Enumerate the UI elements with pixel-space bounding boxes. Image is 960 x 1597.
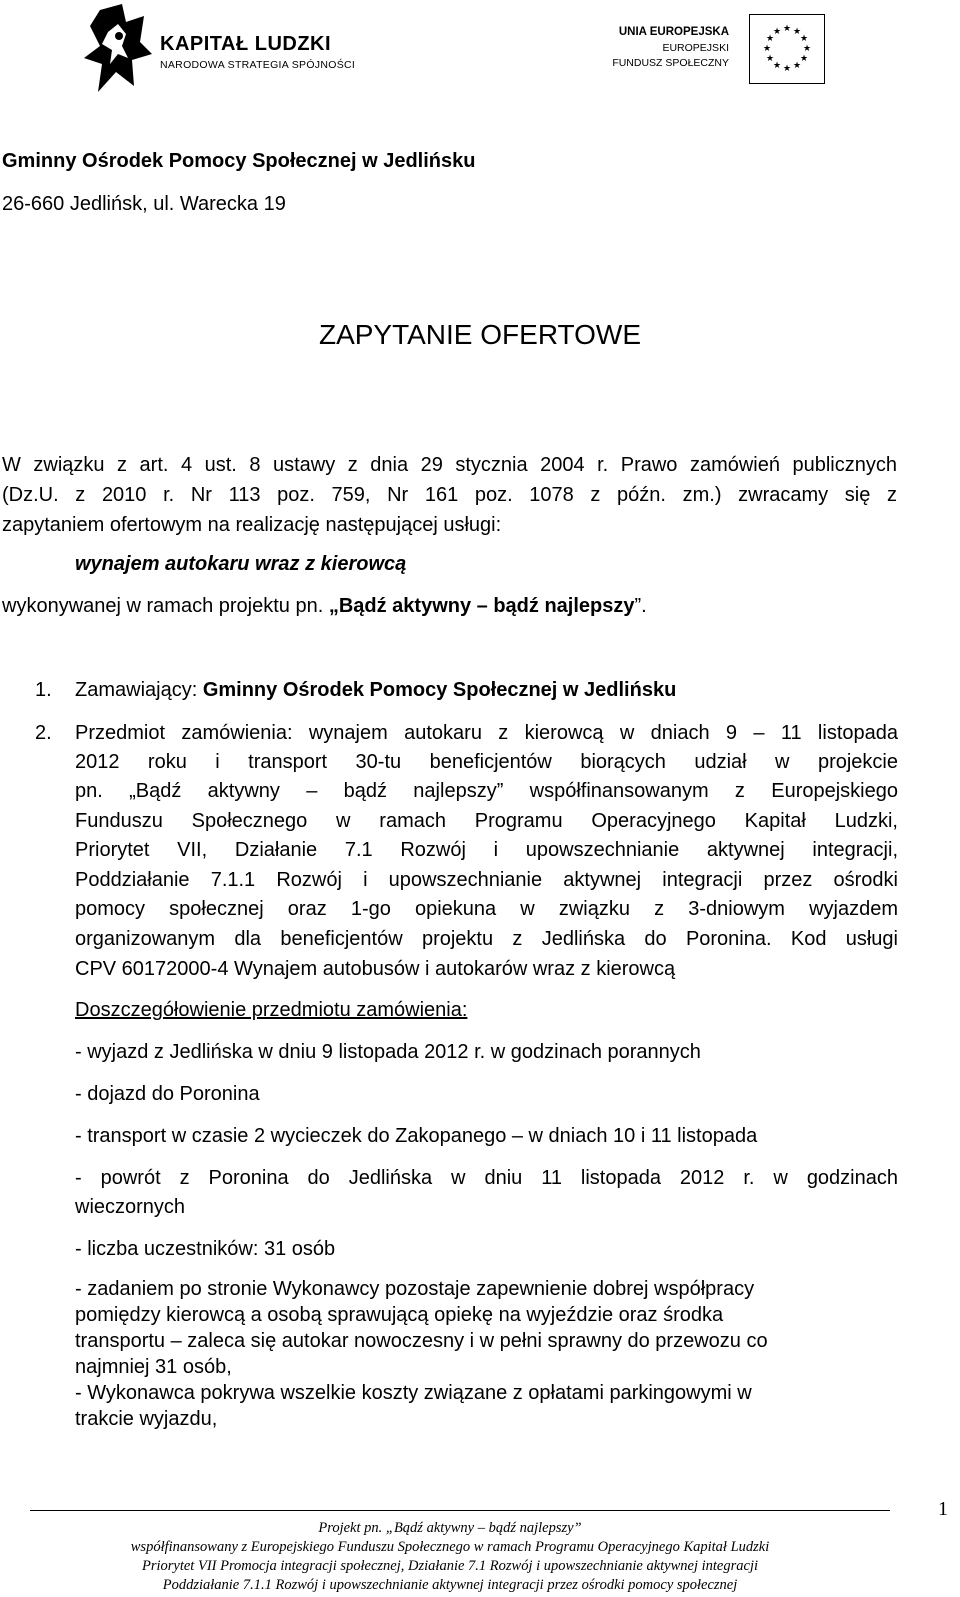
detail-6d: najmniej 31 osób,	[75, 1356, 232, 1378]
detail-6a: - zadaniem po stronie Wykonawcy pozostaje zapewnienie dobrej współpracy	[75, 1278, 755, 1300]
detail-6b: pomiędzy kierowcą a osobą sprawującą opiekę na wyjeździe oraz środka	[75, 1304, 724, 1326]
page-number: 1	[938, 1498, 948, 1520]
item2-line-6: Poddziałanie 7.1.1 Rozwój i upowszechnianie aktywnej integracji przez ośrodki	[75, 869, 898, 891]
item2-line-8: organizowanym dla beneficjentów projektu z Jedlińska do Poronina. Kod usługi	[75, 928, 898, 950]
eu-logo-line2: EUROPEJSKI	[662, 42, 729, 54]
kapital-ludzki-logo	[82, 2, 357, 94]
detail-5: - liczba uczestników: 31 osób	[75, 1238, 336, 1260]
item1-text	[75, 675, 676, 705]
kapital-ludzki-subtitle: NARODOWA STRATEGIA SPÓJNOŚCI	[160, 59, 356, 71]
eu-logo	[610, 14, 825, 80]
eu-flag-icon	[749, 14, 825, 84]
svg-text:★: ★	[762, 44, 772, 54]
detail-3: - transport w czasie 2 wycieczek do Zakopanego – w dniach 10 i 11 listopada	[75, 1125, 758, 1147]
org-name: Gminny Ośrodek Pomocy Społecznej w Jedlińsku	[2, 150, 476, 172]
intro-line-3: zapytaniem ofertowym na realizację następującej usługi:	[2, 514, 502, 536]
details-heading: Doszczegółowienie przedmiotu zamówienia:	[75, 999, 468, 1021]
svg-text:★: ★	[802, 44, 812, 54]
svg-text:★: ★	[792, 61, 802, 71]
item2-line-3: pn. „Bądź aktywny – bądź najlepszy” współfinansowanym z Europejskiego	[75, 780, 898, 802]
intro-line-1: W związku z art. 4 ust. 8 ustawy z dnia 29 stycznia 2004 r. Prawo zamówień publicznych	[2, 454, 897, 476]
item2-line-1: Przedmiot zamówienia: wynajem autokaru z kierowcą w dniach 9 – 11 listopada	[75, 722, 898, 744]
org-address: 26-660 Jedlińsk, ul. Warecka 19	[2, 193, 286, 215]
footer-line-4: Poddziałanie 7.1.1 Rozwój i upowszechnianie aktywnej integracji przez ośrodki pomocy społecznej	[162, 1577, 738, 1593]
item2-line-5: Priorytet VII, Działanie 7.1 Rozwój i upowszechnianie aktywnej integracji,	[75, 839, 898, 861]
svg-text:★: ★	[782, 24, 792, 34]
item2-line-2: 2012 roku i transport 30-tu beneficjentów biorących udział w projekcie	[75, 751, 898, 773]
svg-text:★: ★	[792, 27, 802, 37]
project-prefix: wykonywanej w ramach projektu pn.	[2, 595, 329, 617]
detail-4b: wieczornych	[75, 1196, 186, 1218]
svg-text:★: ★	[782, 64, 792, 74]
item2-number: 2.	[35, 722, 52, 744]
document-title: ZAPYTANIE OFERTOWE	[318, 319, 642, 350]
detail-1: - wyjazd z Jedlińska w dniu 9 listopada 2012 r. w godzinach porannych	[75, 1041, 701, 1063]
item2-line-7: pomocy społecznej oraz 1-go opiekuna w związku z 3-dniowym wyjazdem	[75, 898, 898, 920]
footer-line-1: Projekt pn. „Bądź aktywny – bądź najlepszy”	[318, 1520, 582, 1536]
detail-7b: trakcie wyjazdu,	[75, 1408, 218, 1430]
eu-logo-line1: UNIA EUROPEJSKA	[618, 26, 729, 38]
item1-value: Gminny Ośrodek Pomocy Społecznej w Jedlińsku	[202, 679, 677, 701]
service-name: wynajem autokaru wraz z kierowcą	[75, 553, 407, 575]
project-name: „Bądź aktywny – bądź najlepszy	[328, 595, 635, 617]
detail-6c: transportu – zaleca się autokar nowoczesny i w pełni sprawny do przewozu co	[75, 1330, 768, 1352]
svg-text:★: ★	[772, 27, 782, 37]
kapital-ludzki-title: KAPITAŁ LUDZKI	[160, 33, 332, 55]
svg-text:★: ★	[765, 34, 775, 44]
svg-text:★: ★	[799, 54, 809, 64]
project-suffix: ”.	[634, 595, 647, 617]
item2-line-9: CPV 60172000-4 Wynajem autobusów i autokarów wraz z kierowcą	[75, 958, 676, 980]
item2-line-4: Funduszu Społecznego w ramach Programu Operacyjnego Kapitał Ludzki,	[75, 810, 898, 832]
item1-label: Zamawiający:	[75, 679, 203, 701]
eu-logo-line3: FUNDUSZ SPOŁECZNY	[612, 57, 729, 69]
footer-line-3: Priorytet VII Promocja integracji społecznej, Działanie 7.1 Rozwój i upowszechnianie aktywnej integracji	[141, 1558, 759, 1574]
svg-text:★: ★	[765, 54, 775, 64]
svg-text:★: ★	[799, 34, 809, 44]
detail-7a: - Wykonawca pokrywa wszelkie koszty związane z opłatami parkingowymi w	[75, 1382, 752, 1404]
detail-2: - dojazd do Poronina	[75, 1083, 260, 1105]
footer-line-2: współfinansowany z Europejskiego Funduszu Społecznego w ramach Programu Operacyjnego Kapitał Ludzki	[130, 1539, 770, 1555]
intro-line-2: (Dz.U. z 2010 r. Nr 113 poz. 759, Nr 161 poz. 1078 z późn. zm.) zwracamy się z	[2, 484, 897, 506]
svg-text:★: ★	[772, 61, 782, 71]
detail-4a: - powrót z Poronina do Jedlińska w dniu 11 listopada 2012 r. w godzinach	[75, 1167, 898, 1189]
kapital-ludzki-emblem-icon	[82, 2, 154, 94]
project-line	[2, 591, 647, 621]
footer-divider	[30, 1510, 890, 1511]
item1-number: 1.	[35, 679, 52, 701]
